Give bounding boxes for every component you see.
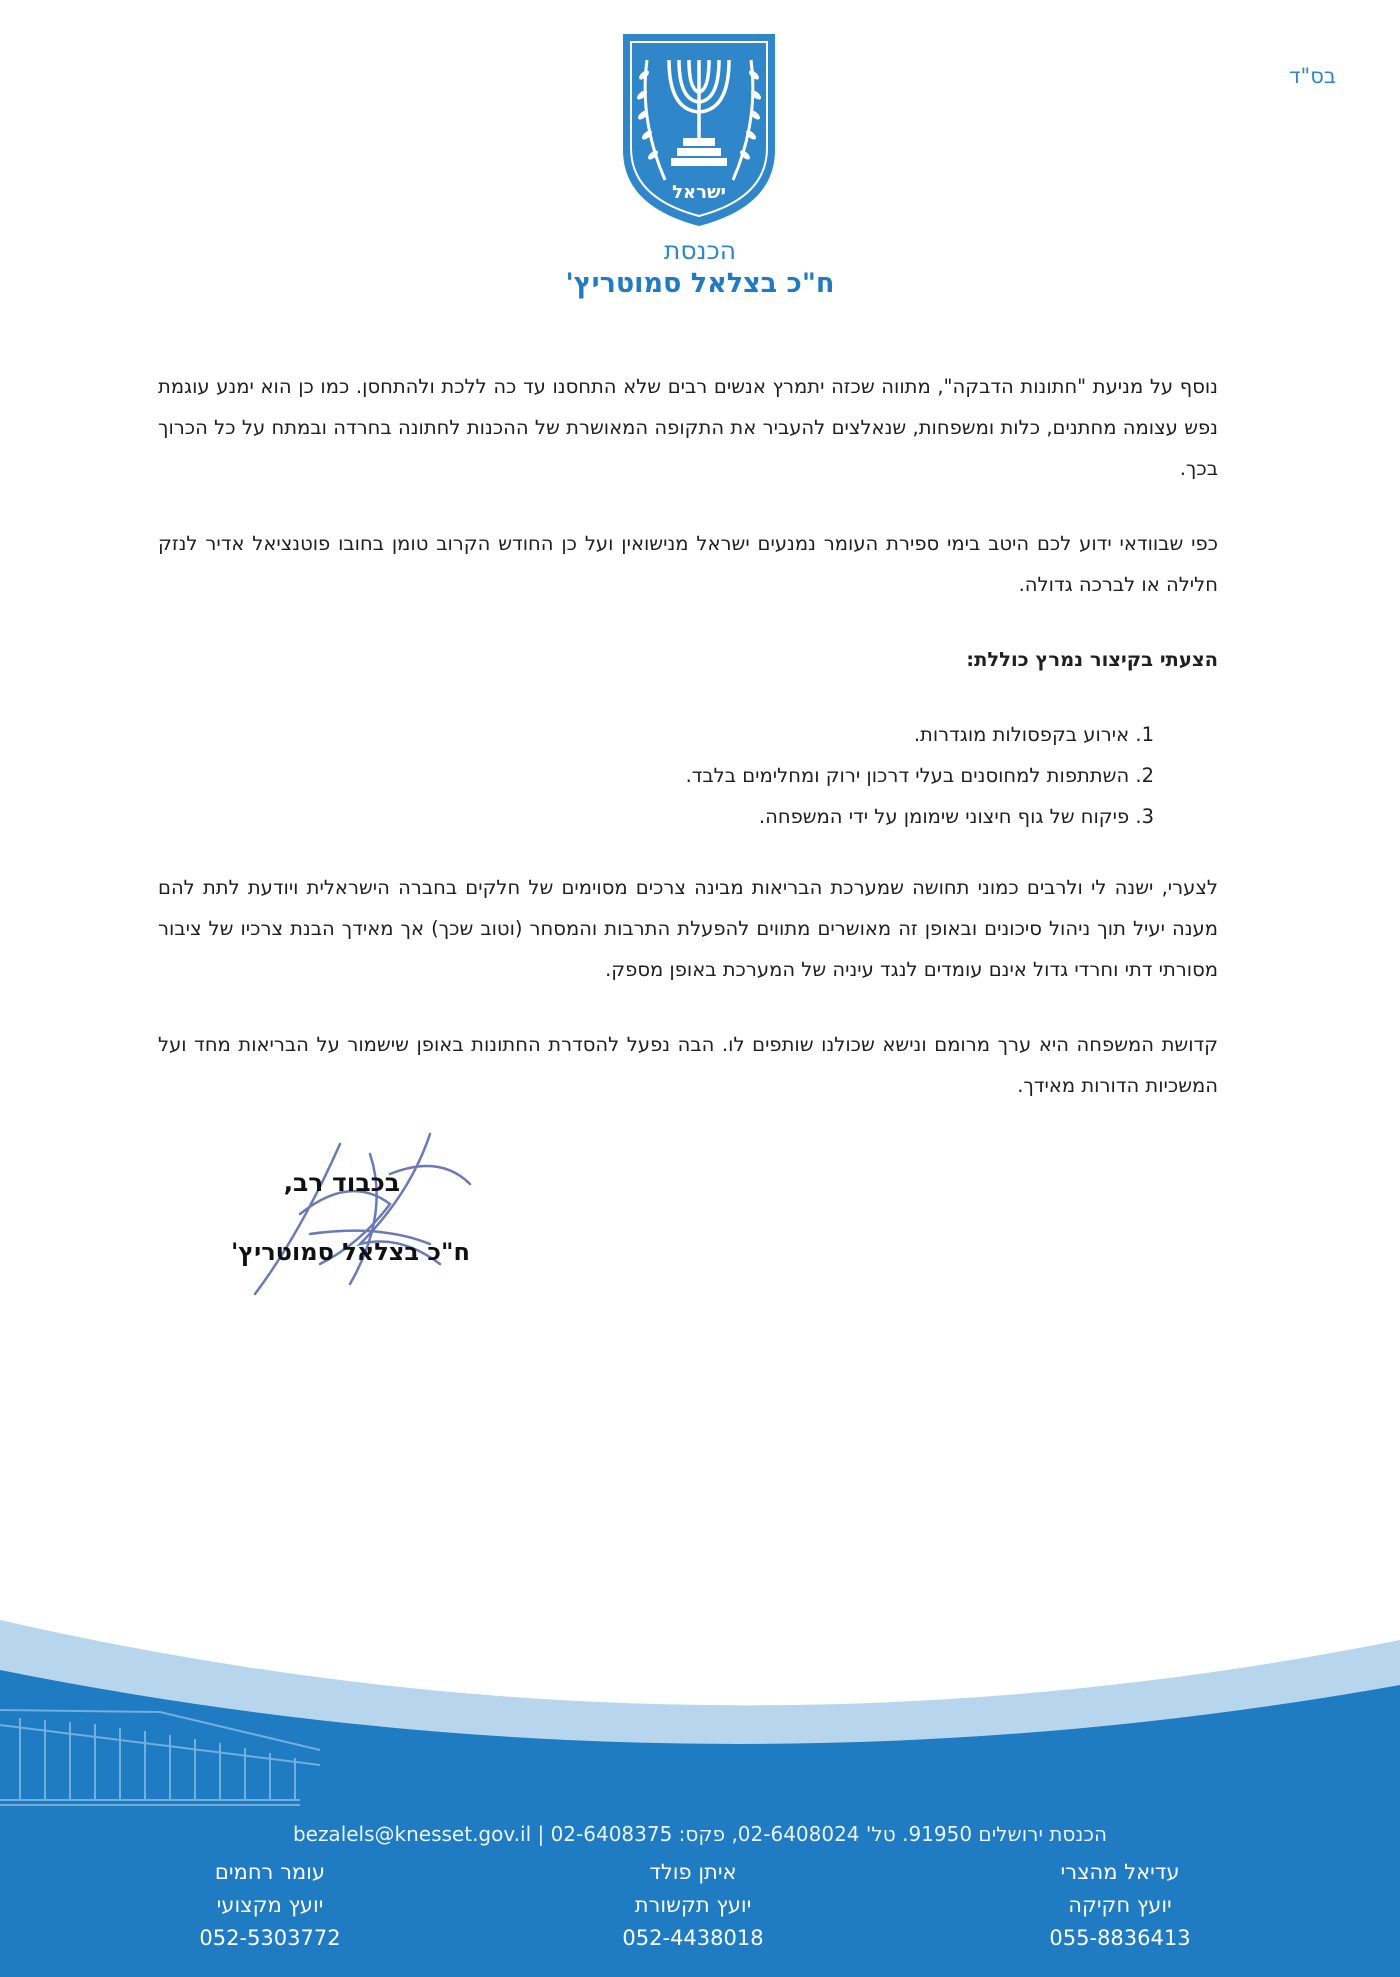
bsd-marker: בס"ד [1289,64,1336,88]
staff-role: יועץ תקשורת [634,1893,752,1917]
signature-name: ח"כ בצלאל סמוטריץ' [230,1238,470,1266]
paragraph: לצערי, ישנה לי ולרבים כמוני תחושה שמערכת הבריאות מבינה צרכים מסוימים של חלקים בחברה הישראלית ויודעת לתת להם מענה יעיל תוך ניהול סיכונים ובאופן זה מאושרים מתווים להפעלת התרבות והמסחר (וטוב שכך) אך מאידך הבנת צרכיו של ציבור מסורתי דתי וחרדי גדול אינם עומדים לנגד עיניה של המערכת באופן מספק. [158,876,1218,981]
staff-name: עדיאל מהצרי [1060,1860,1180,1884]
institution-name: הכנסת [663,236,737,265]
proposal-list [158,714,1218,837]
proposal-title: הצעתי בקיצור נמרץ כוללת: [966,648,1218,671]
staff-contact [1005,1856,1235,1955]
staff-role: יועץ חקיקה [1068,1893,1172,1917]
list-item: 2. השתתפות למחוסנים בעלי דרכון ירוק ומחלימים בלבד. [685,764,1154,787]
staff-phone: 052-4438018 [622,1926,764,1950]
staff-role: יועץ מקצועי [216,1893,324,1917]
staff-contact [155,1856,385,1955]
staff-name: עומר רחמים [214,1860,326,1884]
paragraph: כפי שבוודאי ידוע לכם היטב בימי ספירת העומר נמנעים ישראל מנישואין ועל כן החודש הקרוב טומן בחובו פוטנציאל אדיר לנזק חלילה או לברכה גדולה. [158,532,1218,596]
closing-line: בכבוד רב, [283,1168,400,1197]
handwritten-signature-icon [240,1114,540,1304]
list-item: 3. פיקוח של גוף חיצוני שימומן על ידי המשפחה. [758,805,1154,828]
staff-phone: 052-5303772 [199,1926,341,1950]
list-item: 1. אירוע בקפסולות מוגדרות. [913,723,1154,746]
contact-line: הכנסת ירושלים 91950. טל' 02-6408024, פקס: 02-6408375 | bezalels@knesset.gov.il [292,1822,1108,1846]
state-emblem-icon [617,30,781,230]
letter-body [158,366,1218,1140]
staff-contact [578,1856,808,1955]
paragraph: קדושת המשפחה היא ערך מרומם ונישא שכולנו שותפים לו. הבה נפעל להסדרת החתונות באופן שישמור על הבריאות מחד ועל המשכיות הדורות מאידך. [158,1033,1218,1097]
paragraph: נוסף על מניעת "חתונות הדבקה", מתווה שכזה יתמרץ אנשים רבים שלא התחסנו עד כה ללכת ולהתחסן. כמו כן הוא ימנע עוגמת נפש עצומה מחתנים, כלות ומשפחות, שנאלצים להעביר את התקופה המאושרת של ההכנות לחתונה בחרדה ובמתח על כל הכרוך בכך. [158,375,1218,480]
staff-name: איתן פולד [649,1860,737,1884]
mk-name-header: ח"כ בצלאל סמוטריץ' [565,268,835,299]
staff-phone: 055-8836413 [1049,1926,1191,1950]
emblem-word: ישראל [672,182,726,203]
